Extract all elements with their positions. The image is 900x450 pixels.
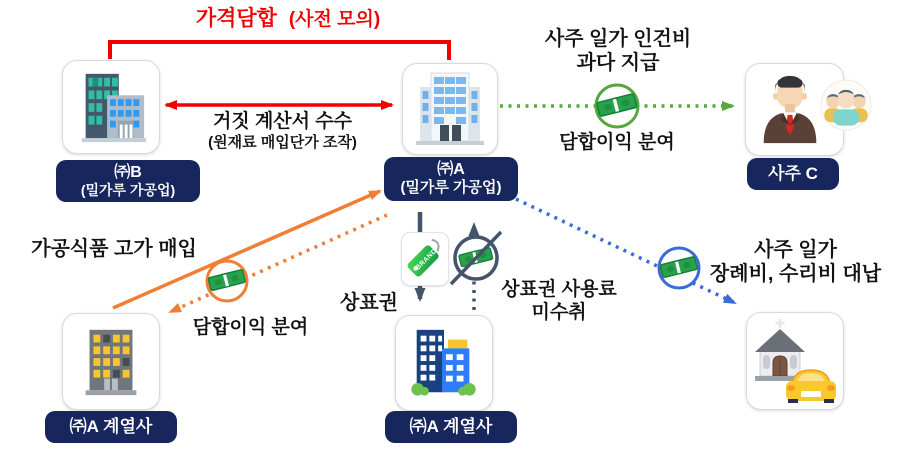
family-expense-label: 사주 일가 장례비, 수리비 대납 [709, 239, 882, 285]
company-a-node [402, 63, 498, 155]
trademark-label: 상표권 [340, 292, 398, 314]
profit-share-right-label: 담합이익 분여 [559, 132, 675, 153]
no-money-icon [451, 232, 501, 284]
high-price-purchase-label: 가공식품 고가 매입 [31, 238, 197, 260]
brand-tag-icon [403, 234, 447, 284]
trademark-fee-label: 상표권 사용료 미수취 [501, 279, 617, 323]
affiliate-left-label: ㈜A 계열사 [45, 411, 177, 443]
brand-tag-text: BRAND [414, 247, 439, 272]
affiliate-center-node [395, 315, 493, 411]
profit-share-left-label: 담합이익 분여 [192, 317, 309, 338]
price-collusion-label: 가격담합 (사전 모의) [195, 7, 381, 30]
money-icon [207, 261, 247, 301]
affiliate-center-icon [405, 324, 483, 402]
brand-tag-box [401, 232, 449, 286]
labor-cost-label: 사주 일가 인건비 과다 지급 [544, 28, 692, 74]
price-collusion-bracket [110, 42, 449, 60]
company-b-icon [72, 68, 150, 146]
church-car-icon [752, 318, 838, 404]
false-invoice-label: 거짓 계산서 수수 (원재료 매입단가 조작) [208, 111, 357, 151]
company-a-icon [410, 69, 490, 149]
family-group-icon [820, 79, 872, 131]
church-car-node [746, 312, 844, 410]
affiliate-center-label: ㈜A 계열사 [385, 411, 517, 443]
money-icon [596, 85, 638, 127]
company-b-label: ㈜B (밀가루 가공업) [56, 160, 200, 202]
affiliate-left-icon [72, 322, 150, 402]
owner-c-label: 사주 C [747, 158, 839, 190]
company-b-node [62, 60, 160, 154]
owner-c-icon [751, 71, 829, 149]
company-a-label: ㈜A (밀가루 가공업) [384, 157, 518, 201]
affiliate-left-node [62, 313, 160, 410]
